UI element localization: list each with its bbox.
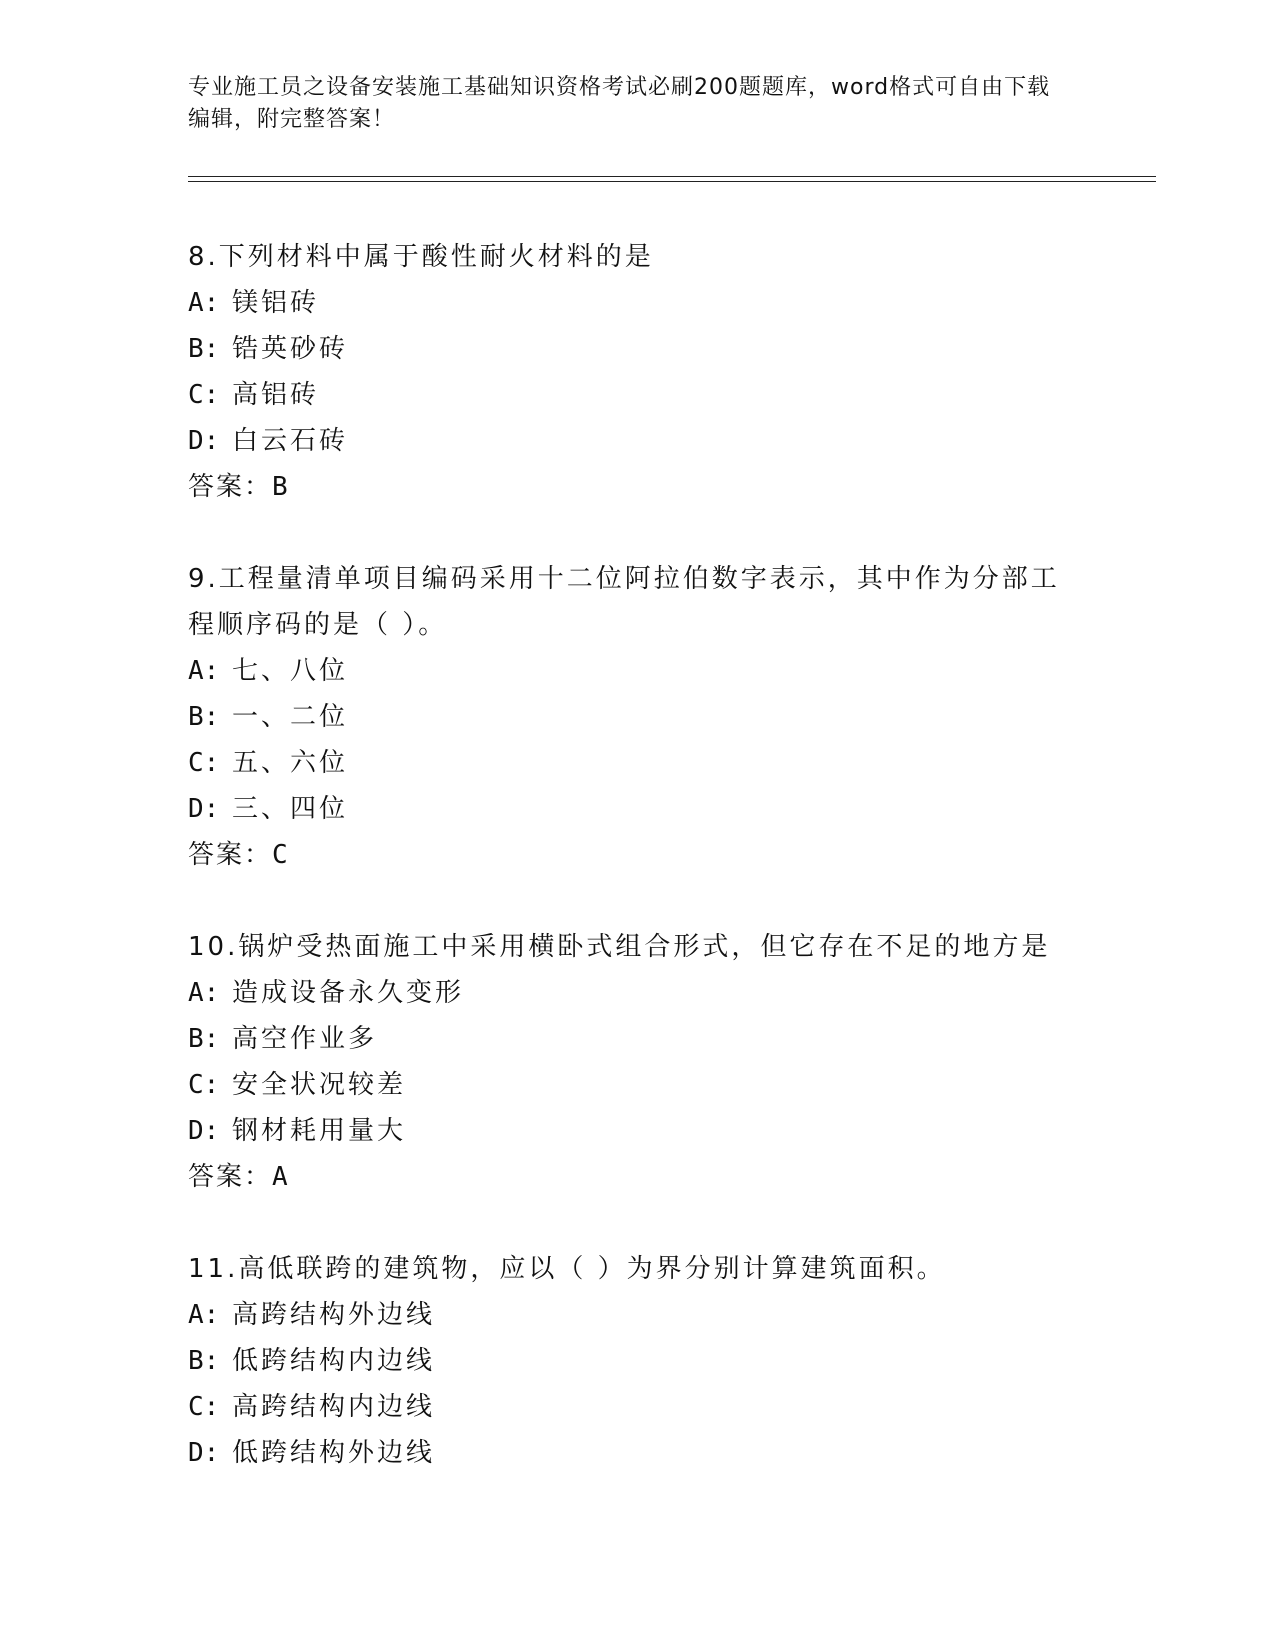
header-divider-bottom [188, 181, 1156, 182]
option-text: 高跨结构内边线 [232, 1392, 436, 1422]
answer-line [188, 1154, 1088, 1200]
option-text: 镁铝砖 [232, 288, 320, 318]
answer-label: 答案： [188, 1162, 273, 1192]
option-letter: D: [188, 794, 220, 824]
option-b [188, 1016, 1088, 1062]
option-letter: B: [188, 1024, 220, 1054]
option-a [188, 970, 1088, 1016]
question-list [188, 234, 1088, 1522]
option-letter: C: [188, 748, 220, 778]
option-a [188, 280, 1088, 326]
question-text: 11.高低联跨的建筑物，应以（ ）为界分别计算建筑面积。 [188, 1254, 946, 1284]
question-item [188, 234, 1088, 510]
option-b [188, 694, 1088, 740]
option-letter: B: [188, 702, 220, 732]
answer-value: B [272, 472, 290, 502]
answer-label: 答案： [188, 840, 273, 870]
option-c [188, 740, 1088, 786]
option-text: 五、六位 [232, 748, 349, 778]
question-item [188, 556, 1088, 878]
option-letter: D: [188, 1116, 220, 1146]
option-a [188, 1292, 1088, 1338]
option-text: 造成设备永久变形 [232, 978, 465, 1008]
option-text: 钢材耗用量大 [232, 1116, 407, 1146]
option-letter: B: [188, 1346, 220, 1376]
answer-value: A [272, 1162, 290, 1192]
document-header: 专业施工员之设备安装施工基础知识资格考试必刷200题题库，word格式可自由下载编辑，附完整答案！ [188, 75, 1051, 132]
option-c [188, 372, 1088, 418]
question-text: 10.锅炉受热面施工中采用横卧式组合形式，但它存在不足的地方是 [188, 932, 1051, 962]
option-text: 低跨结构外边线 [232, 1438, 436, 1468]
option-text: 一、二位 [232, 702, 349, 732]
option-a [188, 648, 1088, 694]
option-letter: D: [188, 1438, 220, 1468]
question-text: 9.工程量清单项目编码采用十二位阿拉伯数字表示，其中作为分部工程顺序码的是（ ）。 [188, 564, 1060, 640]
option-letter: A: [188, 288, 220, 318]
option-c [188, 1062, 1088, 1108]
option-text: 高跨结构外边线 [232, 1300, 436, 1330]
option-text: 白云石砖 [232, 426, 349, 456]
option-letter: B: [188, 334, 220, 364]
option-d [188, 1430, 1088, 1476]
option-c [188, 1384, 1088, 1430]
option-text: 锆英砂砖 [232, 334, 349, 364]
option-text: 高铝砖 [232, 380, 320, 410]
option-letter: C: [188, 1392, 220, 1422]
option-letter: C: [188, 380, 220, 410]
question-item [188, 924, 1088, 1200]
question-text: 8.下列材料中属于酸性耐火材料的是 [188, 242, 654, 272]
option-text: 高空作业多 [232, 1024, 378, 1054]
answer-value: C [272, 840, 290, 870]
option-letter: A: [188, 656, 220, 686]
option-d [188, 418, 1088, 464]
option-text: 安全状况较差 [232, 1070, 407, 1100]
option-letter: D: [188, 426, 220, 456]
option-text: 三、四位 [232, 794, 349, 824]
option-b [188, 1338, 1088, 1384]
answer-line [188, 832, 1088, 878]
option-letter: A: [188, 1300, 220, 1330]
answer-line [188, 464, 1088, 510]
option-text: 低跨结构内边线 [232, 1346, 436, 1376]
option-b [188, 326, 1088, 372]
option-letter: A: [188, 978, 220, 1008]
option-letter: C: [188, 1070, 220, 1100]
question-item [188, 1246, 1088, 1476]
option-d [188, 1108, 1088, 1154]
header-divider-top [188, 176, 1156, 177]
option-text: 七、八位 [232, 656, 349, 686]
option-d [188, 786, 1088, 832]
answer-label: 答案： [188, 472, 273, 502]
